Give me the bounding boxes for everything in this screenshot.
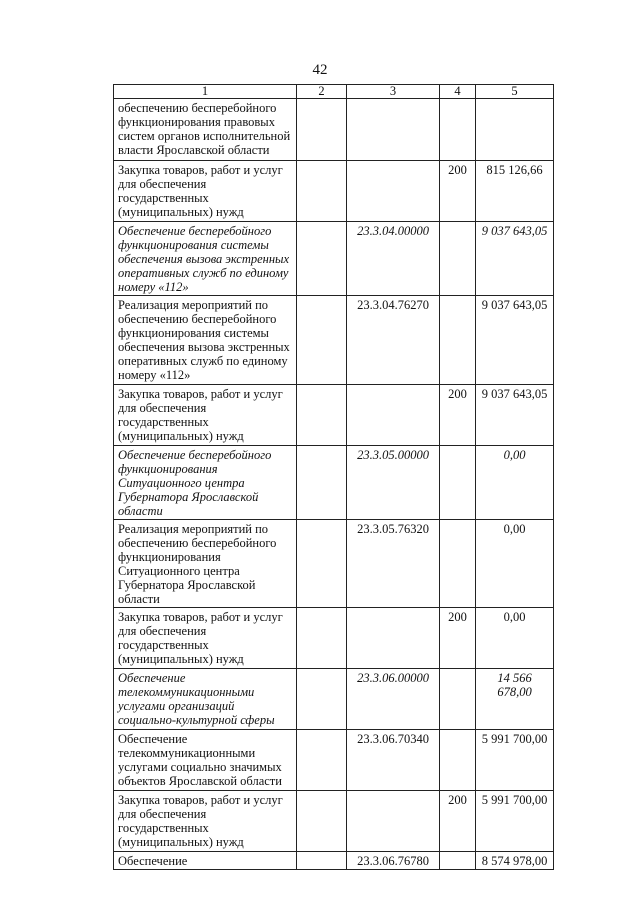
row-code-cell: 23.3.06.00000 — [347, 669, 440, 730]
row-col2-cell — [297, 520, 347, 608]
header-col-4: 4 — [440, 85, 476, 99]
row-kvr-cell — [440, 852, 476, 870]
row-name-cell: Закупка товаров, работ и услуг для обеспечения государственных (муниципальных) нужд — [114, 791, 297, 852]
table-row — [114, 446, 554, 520]
table-row — [114, 608, 554, 669]
table-row — [114, 730, 554, 791]
row-name-cell: Обеспечение бесперебойного функционирования системы обеспечения вызова экстренных оперативных служб по единому номеру «112» — [114, 222, 297, 296]
row-amount-cell: 0,00 — [476, 608, 554, 669]
row-kvr-cell: 200 — [440, 791, 476, 852]
row-col2-cell — [297, 669, 347, 730]
header-col-3: 3 — [347, 85, 440, 99]
page-number: 42 — [312, 62, 328, 78]
row-col2-cell — [297, 99, 347, 161]
row-kvr-cell — [440, 446, 476, 520]
row-kvr-cell: 200 — [440, 161, 476, 222]
row-col2-cell — [297, 296, 347, 385]
row-amount-cell: 5 991 700,00 — [476, 791, 554, 852]
row-code-cell — [347, 161, 440, 222]
row-col2-cell — [297, 385, 347, 446]
table-row — [114, 296, 554, 385]
row-code-cell — [347, 99, 440, 161]
row-code-cell — [347, 608, 440, 669]
table-row — [114, 222, 554, 296]
row-name-cell: Обеспечение — [114, 852, 297, 870]
row-name-cell: Закупка товаров, работ и услуг для обеспечения государственных (муниципальных) нужд — [114, 161, 297, 222]
row-code-cell: 23.3.06.76780 — [347, 852, 440, 870]
row-code-cell — [347, 791, 440, 852]
table-row — [114, 791, 554, 852]
row-amount-cell: 815 126,66 — [476, 161, 554, 222]
row-amount-cell: 0,00 — [476, 446, 554, 520]
row-col2-cell — [297, 791, 347, 852]
table-header-row — [114, 85, 554, 99]
row-name-cell: Закупка товаров, работ и услуг для обеспечения государственных (муниципальных) нужд — [114, 608, 297, 669]
row-name-cell: Реализация мероприятий по обеспечению бесперебойного функционирования Ситуационного центра Губернатора Ярославской области — [114, 520, 297, 608]
table-row — [114, 852, 554, 870]
row-col2-cell — [297, 730, 347, 791]
row-name-cell: Обеспечение бесперебойного функционирования Ситуационного центра Губернатора Ярославской области — [114, 446, 297, 520]
row-amount-cell: 9 037 643,05 — [476, 222, 554, 296]
row-code-cell — [347, 385, 440, 446]
header-col-2: 2 — [297, 85, 347, 99]
row-name-cell: обеспечению бесперебойного функционирования правовых систем органов исполнительной власти Ярославской области — [114, 99, 297, 161]
row-col2-cell — [297, 446, 347, 520]
row-kvr-cell — [440, 99, 476, 161]
row-amount-cell: 14 566 678,00 — [476, 669, 554, 730]
row-amount-cell: 0,00 — [476, 520, 554, 608]
row-code-cell: 23.3.04.00000 — [347, 222, 440, 296]
row-col2-cell — [297, 852, 347, 870]
row-kvr-cell — [440, 296, 476, 385]
row-name-cell: Закупка товаров, работ и услуг для обеспечения государственных (муниципальных) нужд — [114, 385, 297, 446]
row-code-cell: 23.3.04.76270 — [347, 296, 440, 385]
row-amount-cell: 9 037 643,05 — [476, 296, 554, 385]
row-col2-cell — [297, 608, 347, 669]
row-code-cell: 23.3.05.76320 — [347, 520, 440, 608]
row-kvr-cell — [440, 222, 476, 296]
row-col2-cell — [297, 161, 347, 222]
row-amount-cell: 8 574 978,00 — [476, 852, 554, 870]
row-kvr-cell — [440, 520, 476, 608]
table-row — [114, 99, 554, 161]
budget-table — [113, 84, 554, 870]
table-row — [114, 669, 554, 730]
header-col-1: 1 — [114, 85, 297, 99]
row-name-cell: Реализация мероприятий по обеспечению бесперебойного функционирования системы обеспечения вызова экстренных оперативных служб по единому номеру «112» — [114, 296, 297, 385]
row-amount-cell: 9 037 643,05 — [476, 385, 554, 446]
row-kvr-cell: 200 — [440, 608, 476, 669]
table-row — [114, 520, 554, 608]
row-name-cell: Обеспечение телекоммуникационными услугами организаций социально-культурной сферы — [114, 669, 297, 730]
row-code-cell: 23.3.05.00000 — [347, 446, 440, 520]
row-kvr-cell — [440, 669, 476, 730]
row-amount-cell: 5 991 700,00 — [476, 730, 554, 791]
header-col-5: 5 — [476, 85, 554, 99]
table-row — [114, 161, 554, 222]
row-amount-cell — [476, 99, 554, 161]
row-code-cell: 23.3.06.70340 — [347, 730, 440, 791]
row-col2-cell — [297, 222, 347, 296]
table-row — [114, 385, 554, 446]
table-body — [114, 99, 554, 870]
row-kvr-cell: 200 — [440, 385, 476, 446]
row-name-cell: Обеспечение телекоммуникационными услугами социально значимых объектов Ярославской области — [114, 730, 297, 791]
row-kvr-cell — [440, 730, 476, 791]
